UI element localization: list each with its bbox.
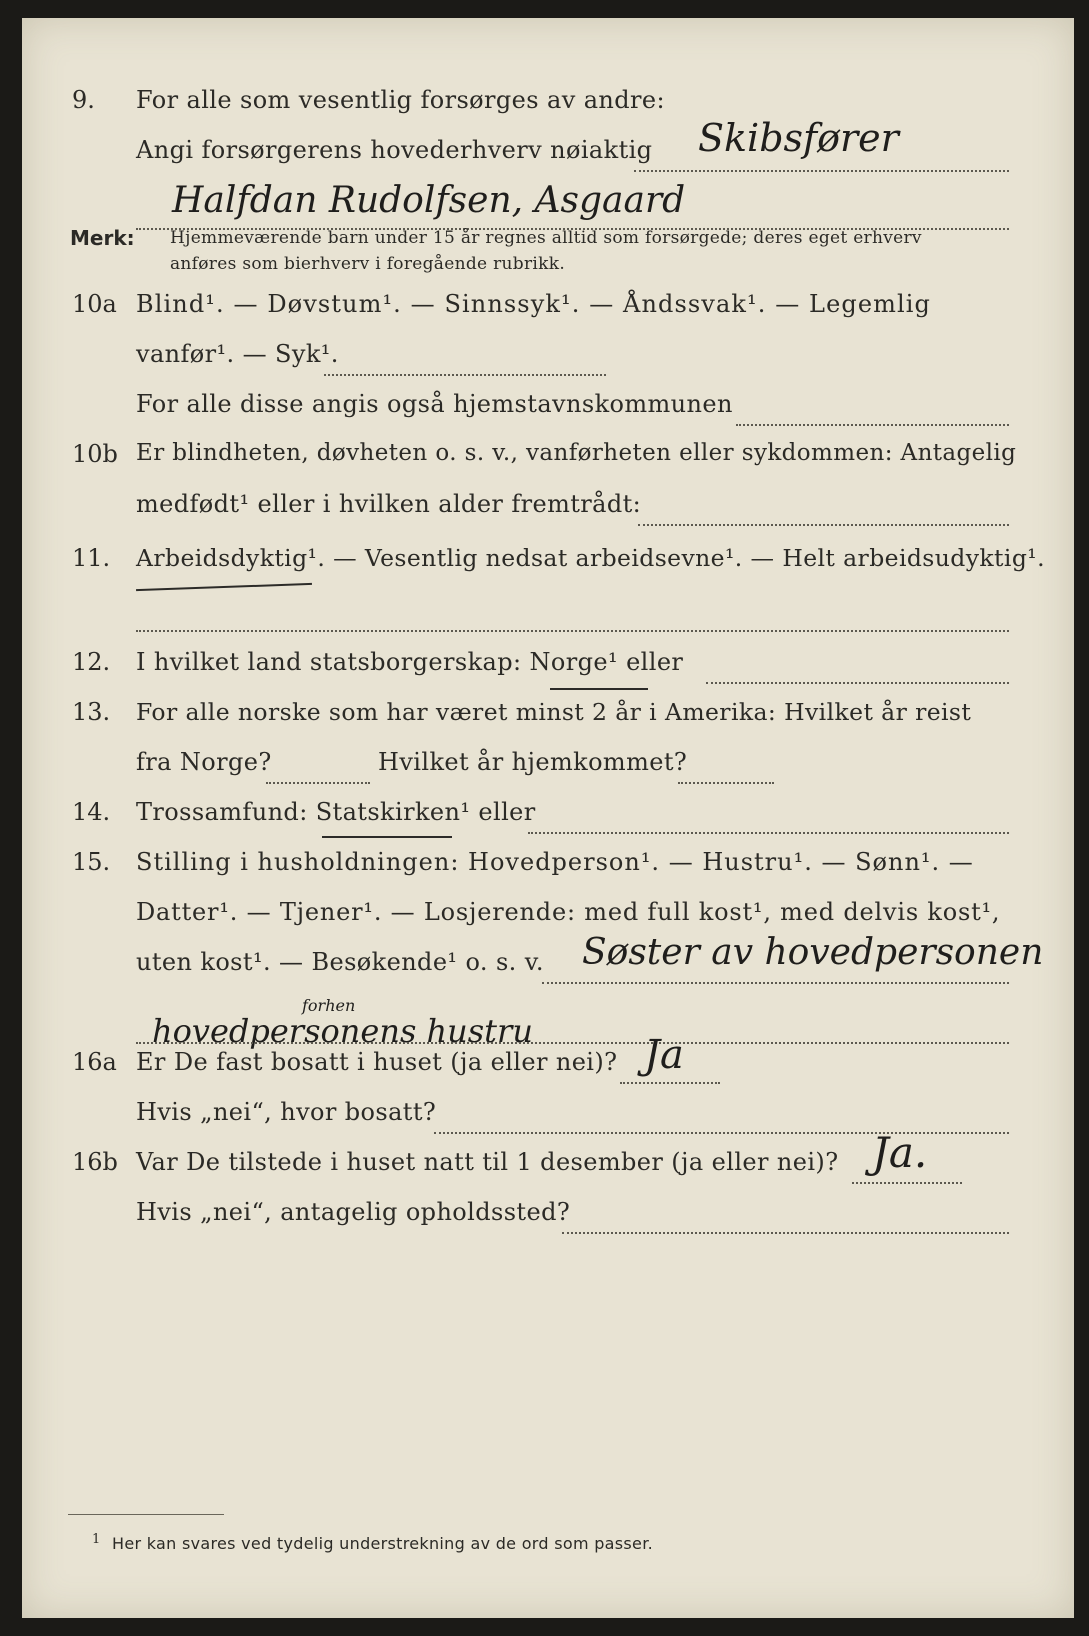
answer-line — [706, 682, 1009, 684]
question-text: Trossamfund: Statskirken¹ eller — [136, 798, 536, 826]
question-12 — [22, 648, 1074, 688]
question-text: Er blindheten, døvheten o. s. v., vanførheten eller sykdommen: Antagelig — [136, 440, 1017, 466]
question-text: Datter¹. — Tjener¹. — Losjerende: med full kost¹, med delvis kost¹, — [136, 898, 1001, 926]
question-10b — [22, 440, 1074, 480]
question-text: Hvis „nei“, antagelig opholdssted? — [136, 1198, 571, 1226]
answer-line — [620, 1082, 720, 1084]
handwritten-answer-ja: Ja. — [872, 1128, 928, 1177]
question-13-line2 — [22, 748, 1074, 788]
question-9-line2 — [22, 136, 1074, 176]
footnote-text: Her kan svares ved tydelig understrekning av de ord som passer. — [112, 1534, 654, 1553]
note-text-line2: anføres som bierhverv i foregående rubrikk. — [170, 254, 566, 274]
answer-line — [324, 374, 606, 376]
question-10a-line2 — [22, 340, 1074, 380]
question-text: For alle som vesentlig forsørges av andre: — [136, 86, 666, 114]
answer-line — [634, 170, 1009, 172]
question-number: 12. — [72, 648, 111, 676]
question-number: 13. — [72, 698, 111, 726]
question-text: For alle norske som har været minst 2 år i Amerika: Hvilket år reist — [136, 698, 972, 726]
question-number: 14. — [72, 798, 111, 826]
question-text: Hvis „nei“, hvor bosatt? — [136, 1098, 437, 1126]
answer-line — [562, 1232, 1009, 1234]
answer-line — [638, 524, 1009, 526]
question-14 — [22, 798, 1074, 838]
question-text: medfødt¹ eller i hvilken alder fremtrådt: — [136, 490, 642, 518]
question-text: fra Norge? — [136, 748, 272, 776]
footnote-divider — [68, 1514, 224, 1515]
note-label: Merk: — [70, 226, 135, 250]
footnote-mark: 1 — [92, 1532, 101, 1547]
answer-line — [528, 832, 1009, 834]
answer-line — [266, 782, 370, 784]
answer-line — [852, 1182, 962, 1184]
handwritten-household-position-cont: hovedpersonens hustru — [152, 1012, 533, 1050]
census-form-page — [22, 18, 1074, 1618]
question-text: Blind¹. — Døvstum¹. — Sinnssyk¹. — Åndssvak¹. — Legemlig — [136, 290, 932, 318]
handwritten-occupation: Skibsfører — [698, 116, 899, 160]
question-number: 16b — [72, 1148, 118, 1176]
question-10a-line3 — [22, 390, 1074, 430]
handwritten-household-position: Søster av hovedpersonen — [582, 932, 1044, 973]
question-text: Var De tilstede i huset natt til 1 desember (ja eller nei)? — [136, 1148, 839, 1176]
question-number: 15. — [72, 848, 111, 876]
question-10b-line2 — [22, 490, 1074, 530]
question-9 — [22, 86, 1074, 126]
question-10a — [22, 290, 1074, 330]
question-number: 9. — [72, 86, 95, 114]
question-13 — [22, 698, 1074, 738]
question-text: uten kost¹. — Besøkende¹ o. s. v. — [136, 948, 544, 976]
answer-line — [136, 630, 1009, 632]
question-16a — [22, 1048, 1074, 1088]
question-text: Stilling i husholdningen: Hovedperson¹. — Hustru¹. — Sønn¹. — — [136, 848, 974, 876]
question-number: 11. — [72, 544, 111, 572]
answer-line — [136, 1042, 1009, 1044]
note-text-line1: Hjemmeværende barn under 15 år regnes alltid som forsørgede; deres eget erhverv — [170, 228, 922, 248]
handwritten-answer-ja: Ja — [644, 1032, 684, 1078]
question-11 — [22, 544, 1074, 584]
question-15 — [22, 848, 1074, 888]
question-text: vanfør¹. — Syk¹. — [136, 340, 339, 368]
answer-line — [736, 424, 1009, 426]
question-text: For alle disse angis også hjemstavnskommunen — [136, 390, 733, 418]
question-text: Arbeidsdyktig¹. — Vesentlig nedsat arbeidsevne¹. — Helt arbeidsudyktig¹. — [136, 544, 1045, 572]
question-number: 16a — [72, 1048, 117, 1076]
hand-underline-arbeidsdyktig — [136, 583, 312, 591]
hand-underline-norge — [550, 688, 648, 690]
question-text: Er De fast bosatt i huset (ja eller nei)? — [136, 1048, 618, 1076]
question-text: Angi forsørgerens hovederhverv nøiaktig — [136, 136, 653, 164]
question-number: 10b — [72, 440, 118, 468]
question-text: Hvilket år hjemkommet? — [378, 748, 688, 776]
answer-line — [542, 982, 1009, 984]
hand-underline-statskirken — [322, 836, 452, 838]
answer-line — [678, 782, 774, 784]
question-text: I hvilket land statsborgerskap: Norge¹ eller — [136, 648, 684, 676]
handwritten-insertion: forhen — [302, 996, 356, 1015]
handwritten-provider-name: Halfdan Rudolfsen, Asgaard — [172, 180, 686, 221]
question-16b-line2 — [22, 1198, 1074, 1238]
question-number: 10a — [72, 290, 117, 318]
